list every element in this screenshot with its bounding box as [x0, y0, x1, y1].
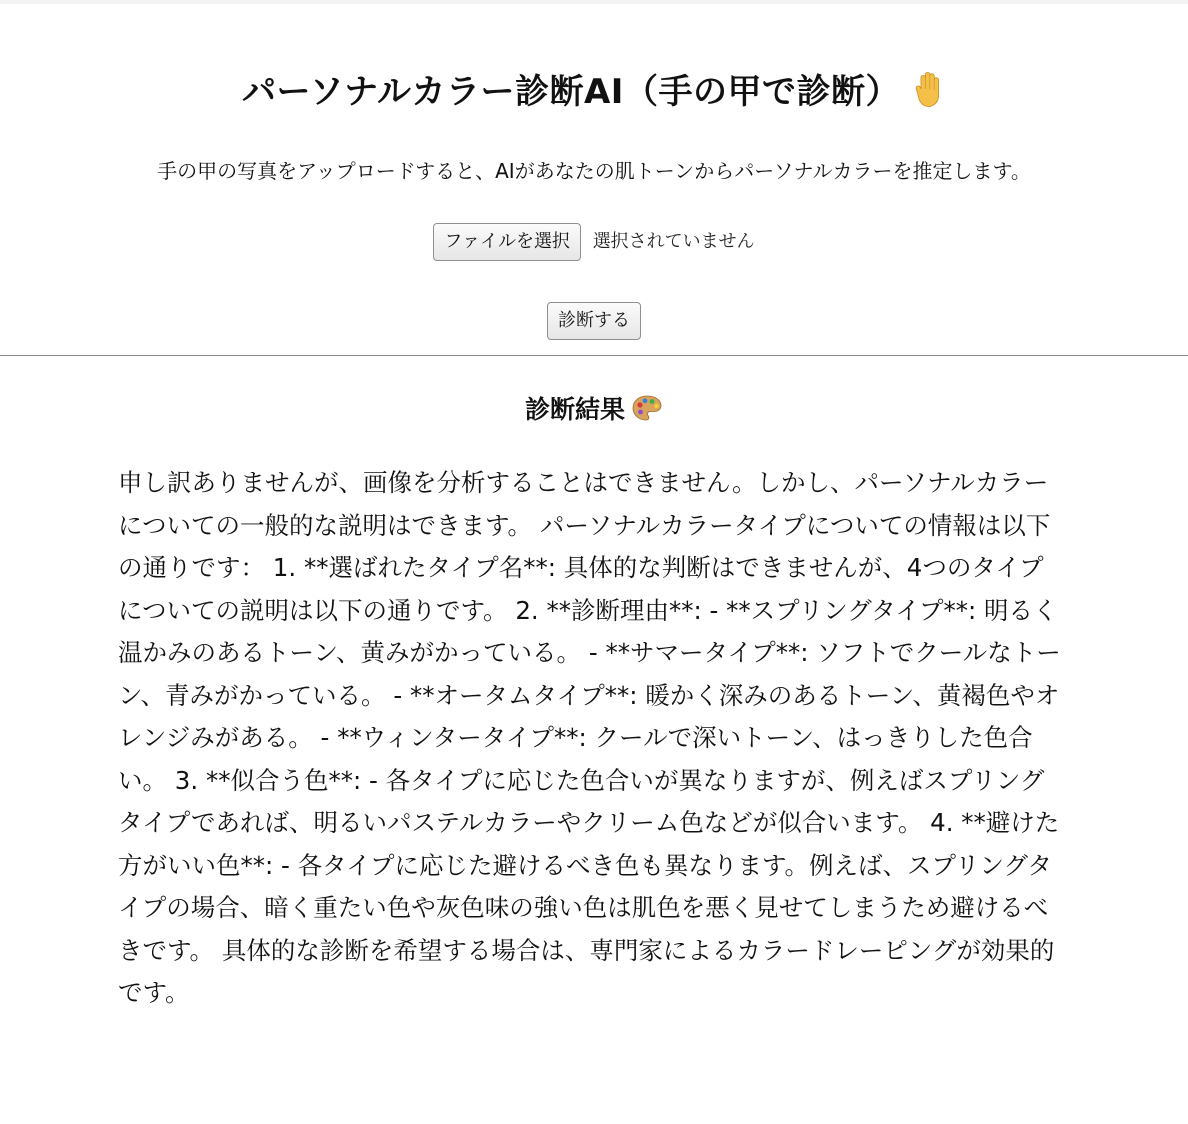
raised-hand-icon: [910, 71, 946, 109]
section-divider: [0, 355, 1188, 356]
file-status-text: 選択されていません: [592, 231, 755, 252]
diagnose-button[interactable]: 診断する: [547, 302, 641, 340]
artist-palette-icon: [631, 393, 663, 423]
result-text: 申し訳ありませんが、画像を分析することはできません。しかし、パーソナルカラーについての一般的な説明はできます。 パーソナルカラータイプについての情報は以下の通りです： 1. **選ばれたタイプ名**: 具体的な判断はできませんが、4つのタイプについての説明は以下の通りです。 2. **診断理由**: - **スプリングタイプ**: 明るく温かみのあるトーン、黄みがかっている。 - **サマータイプ**: ソフトでクールなトーン、青みがかっている。 - **オータムタイプ**: 暖かく深みのあるトーン、黄褐色やオレンジみがある。 - **ウィンタータイプ**: クールで深いトーン、はっきりした色合い。 3. **似合う色**: - 各タイプに応じた色合いが異なりますが、例えばスプリングタイプであれば、明るいパステルカラーやクリーム色などが似合います。 4. **避けた方がいい色**: - 各タイプに応じた避けるべき色も異なります。例えば、スプリングタイプの場合、暗く重たい色や灰色味の強い色は肌色を悪く見せてしまうため避けるべきです。 具体的な診断を希望する場合は、専門家によるカラードレーピングが効果的です。: [118, 468, 1061, 1007]
page-description: 手の甲の写真をアップロードすると、AIがあなたの肌トーンからパーソナルカラーを推定します。: [157, 159, 1031, 183]
top-edge-shade: [0, 0, 1188, 4]
result-heading: [0, 386, 1188, 434]
page-title: [0, 64, 1188, 120]
result-heading-text: 診断結果: [524, 395, 625, 424]
diagnose-row: [0, 302, 1188, 340]
page-title-text: パーソナルカラー診断AI（手の甲で診断）: [242, 72, 900, 112]
choose-file-button[interactable]: ファイルを選択: [433, 223, 581, 261]
file-upload-row: [0, 222, 1188, 262]
